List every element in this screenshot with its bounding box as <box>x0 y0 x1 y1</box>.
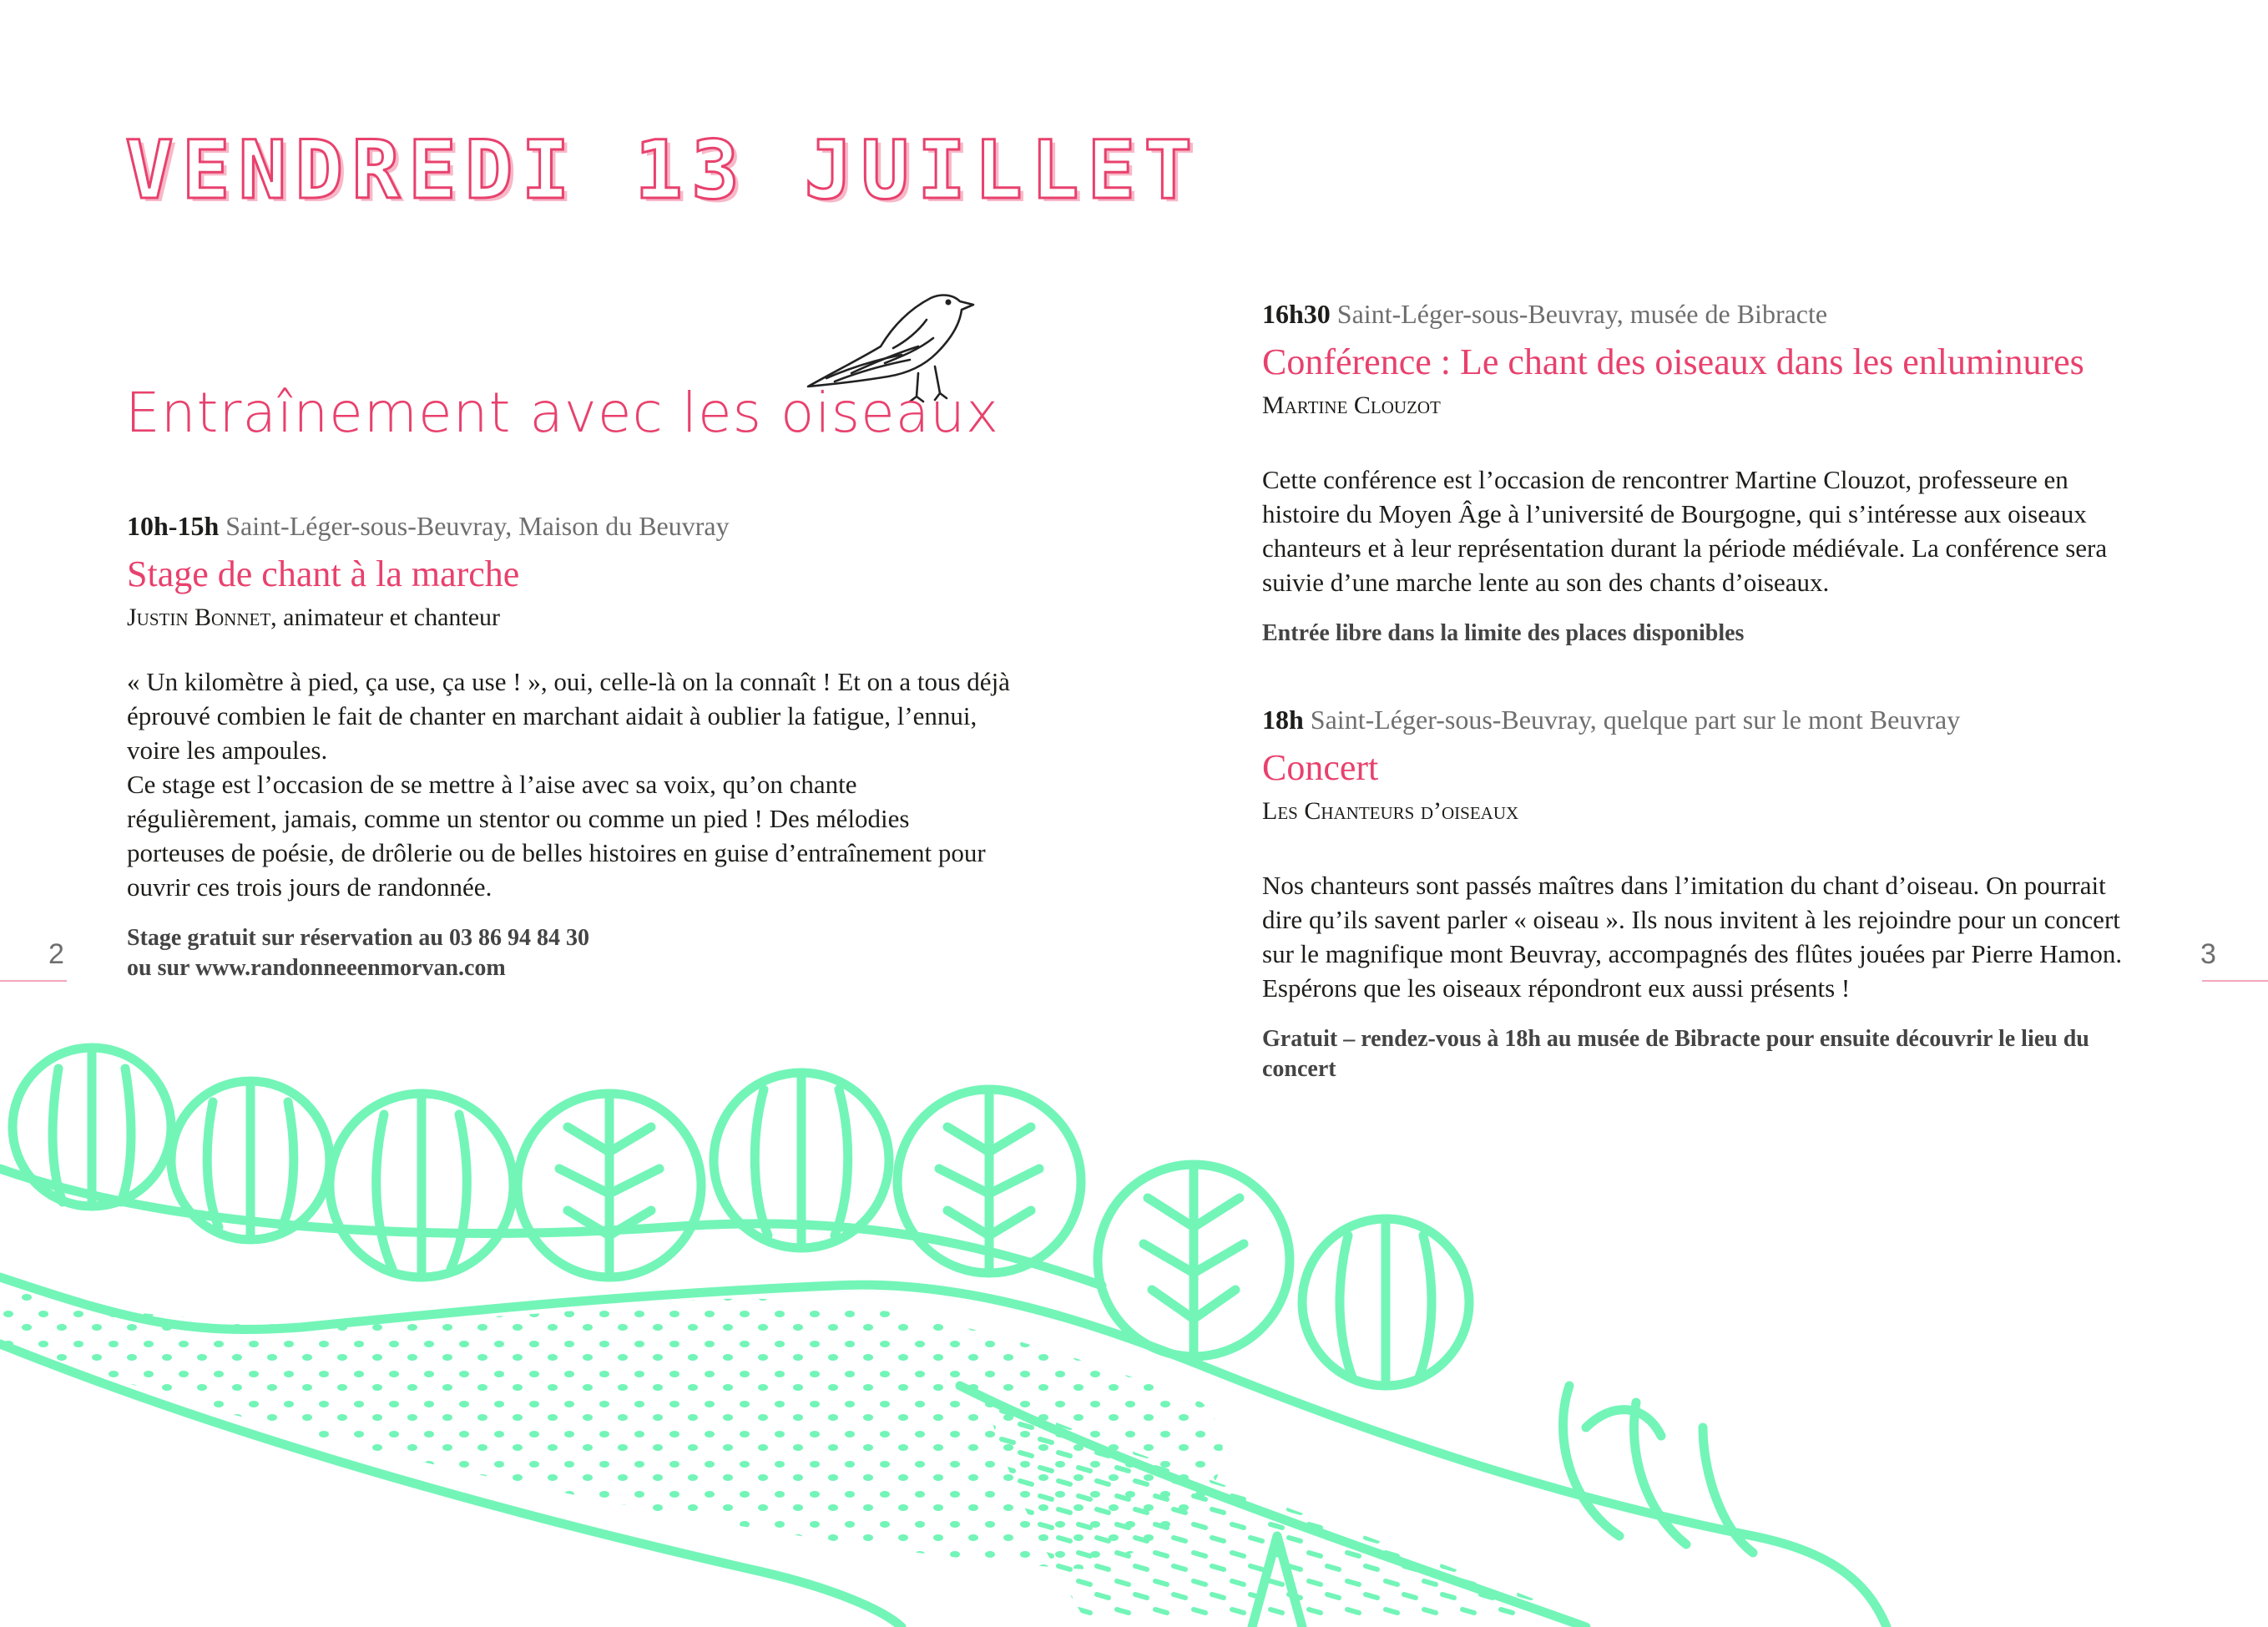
event-conference <box>1262 297 2147 649</box>
page-rule-left <box>0 980 67 982</box>
performer-role: , animateur et chanteur <box>270 604 501 632</box>
event-performer: Martine Clouzot <box>1262 392 1441 420</box>
performer-name: Justin Bonnet <box>127 604 271 632</box>
day-title: VENDREDI 13 JUILLET <box>125 124 1201 217</box>
event-meta <box>127 509 1012 544</box>
event-place: Saint-Léger-sous-Beuvray, Maison du Beuvray <box>225 511 730 541</box>
event-title: Concert <box>1262 746 1379 788</box>
info-line: ou sur www.randonneeenmorvan.com <box>127 955 506 982</box>
description-paragraph: « Un kilomètre à pied, ça use, ça use ! », oui, celle-là on la connaît ! Et on a tous déjà éprouvé combien le fait de chanter en marchant aidait à oublier la fatigue, l’ennui, voire les ampoules. <box>127 667 1010 765</box>
event-concert <box>1262 703 2147 1085</box>
event-time: 10h-15h <box>127 511 220 541</box>
event-title: Stage de chant à la marche <box>127 553 520 594</box>
event-description: Nos chanteurs sont passés maîtres dans l’imitation du chant d’oiseau. On pourrait dire qu’ils savent parler « oiseau ». Ils nous invitent à les rejoindre pour un concert sur le magnifique mont Beuvray, accompagnés des flûtes jouées par Pierre Hamon. Espérons que les oiseaux répondront eux aussi présents ! <box>1262 871 2123 1003</box>
event-place: Saint-Léger-sous-Beuvray, musée de Bibracte <box>1336 299 1828 329</box>
event-info: Gratuit – rendez-vous à 18h au musée de Bibracte pour ensuite découvrir le lieu du concert <box>1262 1026 2089 1083</box>
event-time: 16h30 <box>1262 299 1331 329</box>
event-title: Conférence : Le chant des oiseaux dans les enluminures <box>1262 341 2084 382</box>
tree-landscape-icon <box>0 1035 2268 1627</box>
info-line: Stage gratuit sur réservation au 03 86 94 84 30 <box>127 924 589 951</box>
event-place: Saint-Léger-sous-Beuvray, quelque part sur le mont Beuvray <box>1310 705 1961 735</box>
event-info <box>127 923 1012 984</box>
event-meta <box>1262 297 2147 332</box>
event-description: Cette conférence est l’occasion de rencontrer Martine Clouzot, professeure en histoire du Moyen Âge à l’université de Bourgogne, qui s’intéresse aux oiseaux chanteurs et à leur représentation durant la période médiévale. La conférence sera suivie d’une marche lente au son des chants d’oiseaux. <box>1262 465 2108 598</box>
description-paragraph: Ce stage est l’occasion de se mettre à l’aise avec sa voix, qu’on chante régulièrement, jamais, comme un stentor ou comme un pied ! Des mélodies porteuses de poésie, de drôlerie ou de belles histoires en guise d’entraînement pour ouvrir ces trois jours de randonnée. <box>127 770 986 902</box>
event-performer <box>127 601 1012 634</box>
event-info: Entrée libre dans la limite des places disponibles <box>1262 620 1745 647</box>
event-description <box>127 665 1012 904</box>
page-number-left: 2 <box>48 938 64 970</box>
page-rule-right <box>2202 980 2268 982</box>
event-performer: Les Chanteurs d’oiseaux <box>1262 797 1519 826</box>
event-stage-chant <box>127 509 1012 984</box>
section-title: Entraînement avec les oiseaux <box>125 381 1000 445</box>
event-meta <box>1262 703 2147 738</box>
page-number-right: 3 <box>2200 938 2216 970</box>
event-time: 18h <box>1262 705 1304 735</box>
